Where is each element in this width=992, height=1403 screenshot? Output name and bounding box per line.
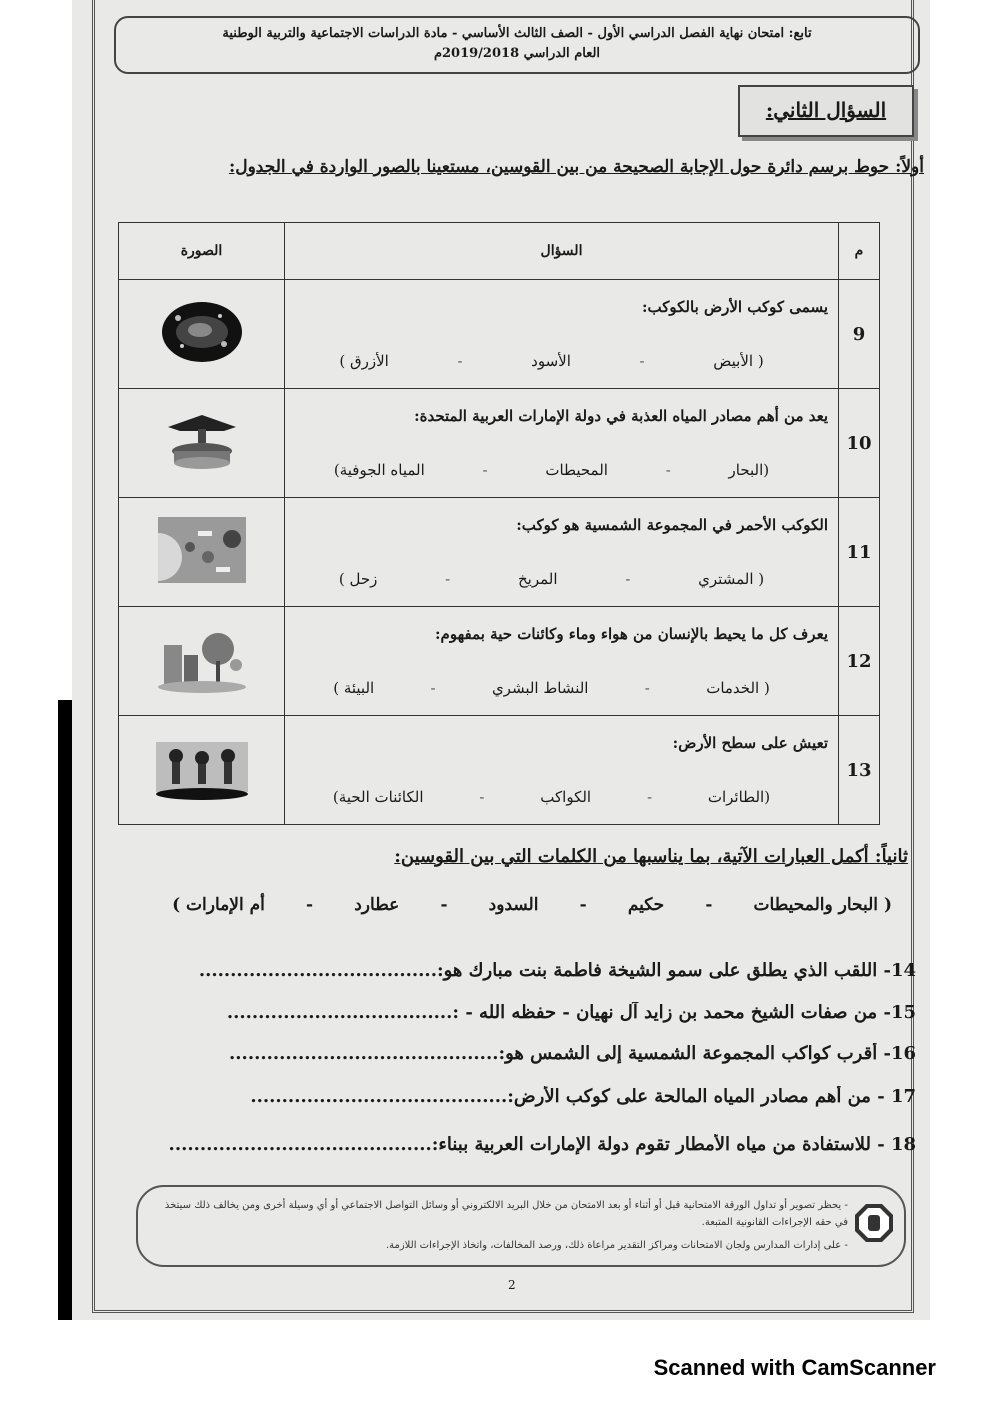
option[interactable]: ( الخدمات bbox=[706, 679, 770, 697]
part2-instruction: ثانياً: أكمل العبارات الآتية، بما يناسبها من الكلمات التي بين القوسين: bbox=[394, 846, 908, 867]
row-number: 13 bbox=[839, 716, 880, 825]
warning-box bbox=[136, 1185, 906, 1267]
earth-planet-icon bbox=[160, 300, 244, 364]
table-header-row bbox=[119, 223, 880, 280]
scan-edge-bar bbox=[58, 700, 72, 1320]
answer-options: (البحار - المحيطات - المياه الجوفية) bbox=[285, 443, 838, 497]
option[interactable]: (البحار bbox=[728, 461, 770, 479]
option[interactable]: الكواكب bbox=[540, 788, 592, 806]
answer-options: ( الأبيض - الأسود - الأزرق ) bbox=[285, 334, 838, 388]
header-num: م bbox=[839, 223, 880, 280]
row-number: 12 bbox=[839, 607, 880, 716]
statement-17: 17 - من أهم مصادر المياه المالحة على كوكب الأرض:......................................... bbox=[250, 1086, 916, 1107]
option[interactable]: ( الأبيض bbox=[713, 352, 764, 370]
exam-header bbox=[114, 16, 920, 74]
exam-page bbox=[72, 0, 930, 1320]
warning-line-2: - على إدارات المدارس ولجان الامتحانات ومراكز التقدير مراعاة ذلك، ورصد المخالفات، واتخاذ الإجراءات اللازمة. bbox=[385, 1240, 848, 1251]
statement-15: 15- من صفات الشيخ محمد بن زايد آل نهيان - حفظه الله - :.................................... bbox=[226, 1002, 916, 1023]
living-beings-icon bbox=[156, 736, 248, 800]
solar-system-icon bbox=[158, 517, 246, 583]
statement-14: 14- اللقب الذي يطلق على سمو الشيخة فاطمة بنت مبارك هو:...................................... bbox=[198, 960, 916, 981]
answer-options: ( الخدمات - النشاط البشري - البيئة ) bbox=[285, 661, 838, 715]
questions-table bbox=[118, 222, 880, 825]
word-bank-item: عطارد bbox=[354, 895, 400, 915]
header-question: السؤال bbox=[285, 223, 839, 280]
scanner-footer: Scanned with CamScanner bbox=[653, 1355, 936, 1380]
table-row bbox=[119, 498, 880, 607]
question-text: يعد من أهم مصادر المياه العذبة في دولة الإمارات العربية المتحدة: bbox=[414, 407, 828, 425]
header-image: الصورة bbox=[119, 223, 285, 280]
table-row bbox=[119, 389, 880, 498]
stop-hand-icon bbox=[854, 1203, 894, 1243]
header-year: العام الدراسي 2019/2018م bbox=[433, 46, 601, 61]
part1-instruction: أولاً: حوط برسم دائرة حول الإجابة الصحيحة من بين القوسين، مستعينا بالصور الواردة في الجدول: bbox=[228, 157, 924, 177]
header-title: تابع: امتحان نهاية الفصل الدراسي الأول - الصف الثالث الأساسي - مادة الدراسات الاجتماعية والتربية الوطنية bbox=[222, 26, 812, 41]
table-row bbox=[119, 716, 880, 825]
section-title: السؤال الثاني: bbox=[738, 85, 914, 137]
option[interactable]: الأسود bbox=[531, 352, 571, 370]
word-bank-item: ( البحار والمحيطات bbox=[753, 895, 892, 915]
question-text: يعرف كل ما يحيط بالإنسان من هواء وماء وكائنات حية بمفهوم: bbox=[435, 625, 828, 643]
word-bank-item: حكيم bbox=[627, 895, 665, 915]
page-number: 2 bbox=[508, 1278, 516, 1292]
statement-18: 18 - للاستفادة من مياه الأمطار تقوم دولة الإمارات العربية ببناء:.......................................... bbox=[168, 1134, 916, 1155]
warning-line-1: - يحظر تصوير أو تداول الورقة الامتحانية قبل أو أثناء أو بعد الامتحان من خلال البريد الالكتروني أو وسائل التواصل الاجتماعي أو أي وسيلة أخرى ومن يخالف ذلك سيتخذ في حقه الإجراءات القانونية المتبعة. bbox=[164, 1200, 848, 1228]
word-bank-item: السدود bbox=[488, 895, 539, 915]
table-row bbox=[119, 280, 880, 389]
answer-options: (الطائرات - الكواكب - الكائنات الحية) bbox=[285, 770, 838, 824]
option[interactable]: الأزرق ) bbox=[339, 352, 389, 370]
option[interactable]: المياه الجوفية) bbox=[333, 461, 425, 479]
table-row bbox=[119, 607, 880, 716]
option[interactable]: النشاط البشري bbox=[491, 679, 589, 697]
statement-16: 16- أقرب كواكب المجموعة الشمسية إلى الشمس هو:........................................... bbox=[229, 1043, 916, 1064]
page-margin bbox=[0, 0, 58, 1320]
row-number: 10 bbox=[839, 389, 880, 498]
word-bank: ( البحار والمحيطات - حكيم - السدود - عطارد - أم الإمارات ) bbox=[172, 895, 892, 915]
environment-icon bbox=[158, 625, 246, 693]
option[interactable]: الكائنات الحية) bbox=[332, 788, 424, 806]
option[interactable]: البيئة ) bbox=[333, 679, 375, 697]
option[interactable]: المحيطات bbox=[545, 461, 608, 479]
question-text: يسمى كوكب الأرض بالكوكب: bbox=[641, 298, 828, 316]
water-well-icon bbox=[160, 411, 244, 471]
option[interactable]: (الطائرات bbox=[707, 788, 771, 806]
question-text: تعيش على سطح الأرض: bbox=[672, 734, 828, 752]
option[interactable]: ( المشتري bbox=[698, 570, 765, 588]
word-bank-item: أم الإمارات ) bbox=[172, 895, 265, 915]
row-number: 11 bbox=[839, 498, 880, 607]
option[interactable]: المريخ bbox=[518, 570, 558, 588]
question-text: الكوكب الأحمر في المجموعة الشمسية هو كوكب: bbox=[516, 516, 828, 534]
row-number: 9 bbox=[839, 280, 880, 389]
answer-options: ( المشتري - المريخ - زحل ) bbox=[285, 552, 838, 606]
option[interactable]: زحل ) bbox=[338, 570, 378, 588]
